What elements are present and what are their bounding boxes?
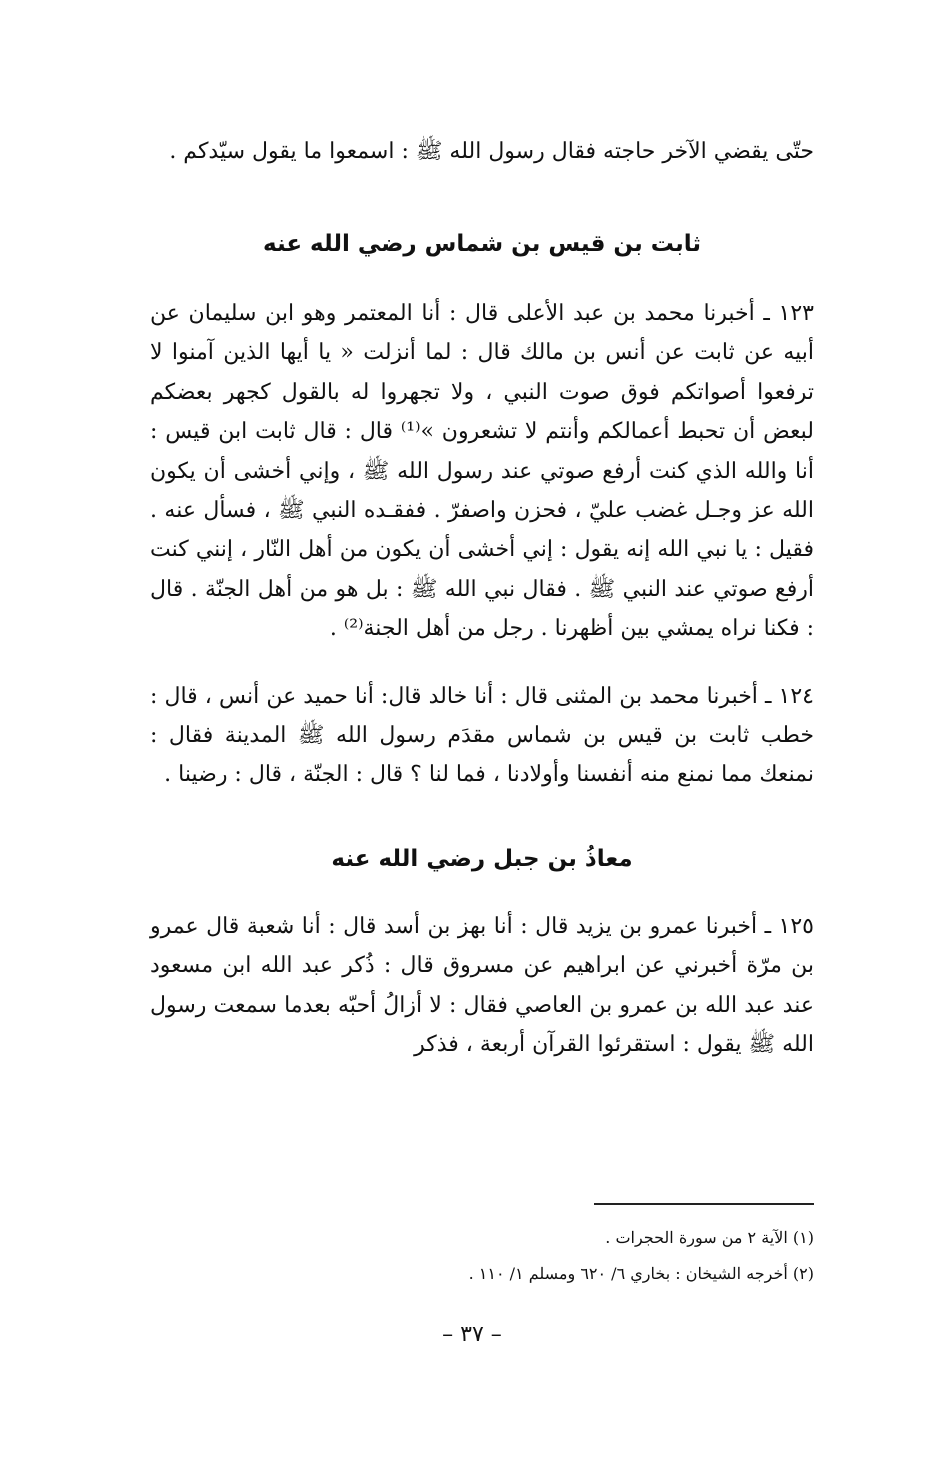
footnotes xyxy=(150,1220,814,1292)
footnote-2: (٢) أخرجه الشيخان : بخاري ٦/ ٦٢٠ ومسلم ١/ ١١٠ . xyxy=(468,1264,814,1283)
section-heading-muadh: معاذُ بن جبل رضي الله عنه xyxy=(331,845,633,872)
section-heading-thabit: ثابت بن قيس بن شماس رضي الله عنه xyxy=(263,231,701,257)
hadith-123-paragraph: ١٢٣ ـ أخبرنا محمد بن عبد الأعلى قال : أنا المعتمر وهو ابن سليمان عن أبيه عن ثابت عن أنس بن مالك قال : لما أنزلت « يا أيها الذين آمنوا لا ترفعوا أصواتكم فوق صوت النبي ، ولا تجهروا له بالقول كجهر بعضكم لبعض أن تحبط أعمالكم وأنتم لا تشعرون »⁽¹⁾ قال : قال ثابت ابن قيس : أنا والله الذي كنت أرفع صوتي عند رسول الله ﷺ ، وإني أخشى أن يكون الله عز وجـل غضب عليّ ، فحزن واصفرّ . ففقـده النبي ﷺ ، فسأل عنه . فقيل : يا نبي الله إنه يقول : إني أخشى أن يكون من أهل النّار ، إنني كنت أرفع صوتي عند النبي ﷺ . فقال نبي الله ﷺ : بل هو من أهل الجنّة . قال : فكنا نراه يمشي بين أظهرنا . رجل من أهل الجنة⁽²⁾ . xyxy=(150,301,814,642)
hadith-124-paragraph: ١٢٤ ـ أخبرنا محمد بن المثنى قال : أنا خالد قال: أنا حميد عن أنس ، قال : خطب ثابت بن قيس بن شماس مقدَم رسول الله ﷺ المدينة فقال : نمنعك مما نمنع منه أنفسنا وأولادنا ، فما لنا ؟ قال : الجنّة ، قال : رضينا . xyxy=(150,683,814,788)
footnote-divider xyxy=(594,1203,814,1205)
hadith-125-paragraph: ١٢٥ ـ أخبرنا عمرو بن يزيد قال : أنا بهز بن أسد قال : أنا شعبة قال عمرو بن مرّة أخبرني عن ابراهيم عن مسروق قال : ذُكر عبد الله ابن مسعود عند عبد الله بن عمرو بن العاصي فقال : لا أزالُ أحبّه بعدما سمعت رسول الله ﷺ يقول : استقرئوا القرآن أربعة ، فذكر xyxy=(150,913,814,1058)
page-number: – ٣٧ – xyxy=(442,1322,502,1347)
continued-text-line: حتّى يقضي الآخر حاجته فقال رسول الله ﷺ : اسمعوا ما يقول سيّدكم . xyxy=(169,139,814,164)
footnote-1: (١) الآية ٢ من سورة الحجرات . xyxy=(605,1228,814,1247)
page-body xyxy=(150,132,814,1065)
